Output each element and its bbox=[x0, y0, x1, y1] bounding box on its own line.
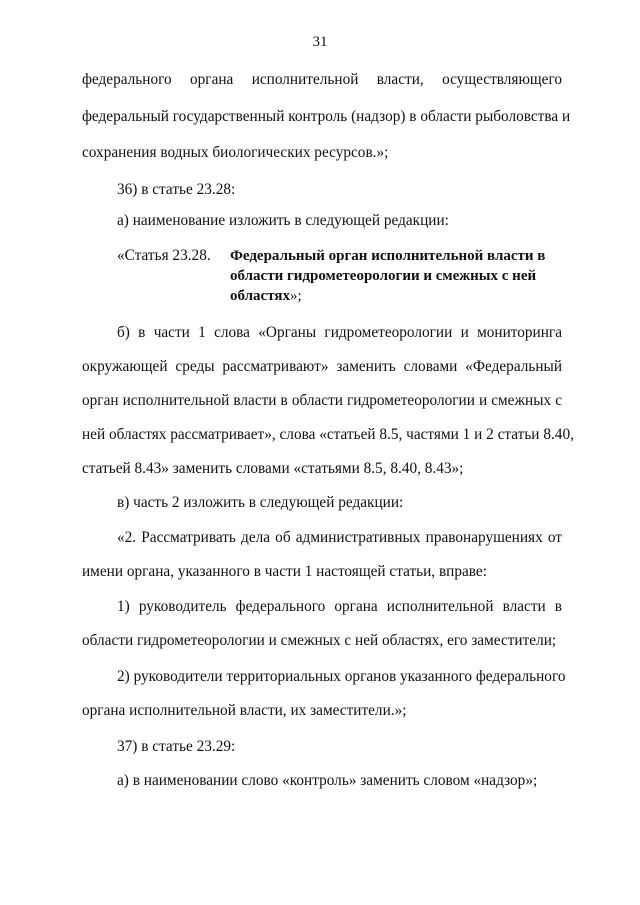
paragraph-line: имени органа, указанного в части 1 настоящей статьи, вправе: bbox=[82, 563, 487, 580]
paragraph-line: 2) руководители территориальных органов указанного федерального bbox=[117, 668, 566, 685]
paragraph-line: 1) руководитель федерального органа исполнительной власти в bbox=[117, 598, 562, 615]
paragraph-line: окружающей среды рассматривают» заменить словами «Федеральный bbox=[82, 358, 562, 375]
article-title-line bbox=[230, 286, 560, 306]
paragraph-line: б) в части 1 слова «Органы гидрометеорологии и мониторинга bbox=[117, 324, 562, 341]
paragraph-line: федеральный государственный контроль (надзор) в области рыболовства и bbox=[82, 108, 571, 125]
article-title-end: областях bbox=[230, 288, 290, 304]
paragraph-line: ней областях рассматривает», слова «статьей 8.5, частями 1 и 2 статьи 8.40, bbox=[82, 426, 574, 443]
paragraph-line: сохранения водных биологических ресурсов.»; bbox=[82, 144, 389, 161]
paragraph-line: в) часть 2 изложить в следующей редакции: bbox=[117, 494, 404, 511]
paragraph-line: федерального органа исполнительной власти, осуществляющего bbox=[82, 71, 562, 88]
article-title-tail: »; bbox=[290, 288, 302, 304]
paragraph-line: области гидрометеорологии и смежных с ней областях, его заместители; bbox=[82, 632, 557, 649]
paragraph-line: а) наименование изложить в следующей редакции: bbox=[117, 212, 449, 229]
article-title-line: Федеральный орган исполнительной власти в bbox=[230, 248, 546, 264]
paragraph-line: «2. Рассматривать дела об административных правонарушениях от bbox=[117, 529, 562, 546]
page-number: 31 bbox=[312, 34, 328, 50]
paragraph-line: орган исполнительной власти в области гидрометеорологии и смежных с bbox=[82, 392, 562, 409]
paragraph-line: статьей 8.43» заменить словами «статьями 8.5, 8.40, 8.43»; bbox=[82, 460, 464, 477]
paragraph-line: а) в наименовании слово «контроль» заменить словом «надзор»; bbox=[117, 772, 538, 789]
article-label: «Статья 23.28. bbox=[117, 247, 211, 264]
paragraph-line: органа исполнительной власти, их заместители.»; bbox=[82, 702, 407, 719]
paragraph-line: 36) в статье 23.28: bbox=[117, 181, 236, 198]
paragraph-line: 37) в статье 23.29: bbox=[117, 738, 236, 755]
article-title-line: области гидрометеорологии и смежных с ней bbox=[230, 268, 537, 284]
